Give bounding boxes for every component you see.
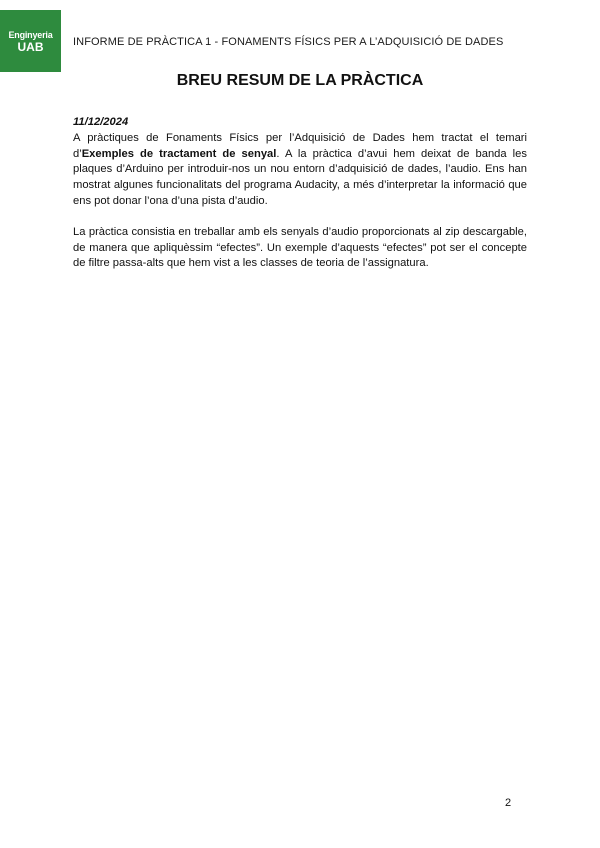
paragraph-intro (73, 131, 527, 210)
page-number: 2 (505, 797, 512, 809)
paragraph-practice-description: La pràctica consistia en treballar amb els senyals d’audio proporcionats al zip descargable, de manera que apliquèssim “efectes”. Un exemple d’aquests “efectes” pot ser el concepte de filtre passa-alts que hem vist a les classes de teoria de l’assignatura. (73, 225, 527, 270)
document-body (73, 115, 527, 272)
paragraph-intro-text-start: A pràctiques de Fonaments Físics per l’Adquisició de Dades hem tractat el temari d’ (73, 131, 527, 160)
page-title: BREU RESUM DE LA PRÀCTICA (176, 72, 424, 89)
paragraph-intro-bold-topic: Exemples de tractament de senyal (81, 147, 277, 160)
report-header-title: INFORME DE PRÀCTICA 1 - FONAMENTS FÍSICS PER A L’ADQUISICIÓ DE DADES (73, 36, 504, 48)
paragraph-intro-text-end: . A la pràctica d’avui hem deixat de banda les plaques d’Arduino per introduir-nos un nou entorn d’adquisició de dades, l’audio. Ens han mostrat algunes funcionalitats del programa Audacity, a més d’interpretar la informació que ens pot donar l’ona d’una pista d’audio. (73, 147, 527, 207)
report-date: 11/12/2024 (73, 116, 129, 128)
uab-engineering-logo (0, 10, 61, 72)
logo-line-enginyeria: Enginyeria (8, 30, 53, 40)
logo-line-uab: UAB (17, 40, 44, 54)
